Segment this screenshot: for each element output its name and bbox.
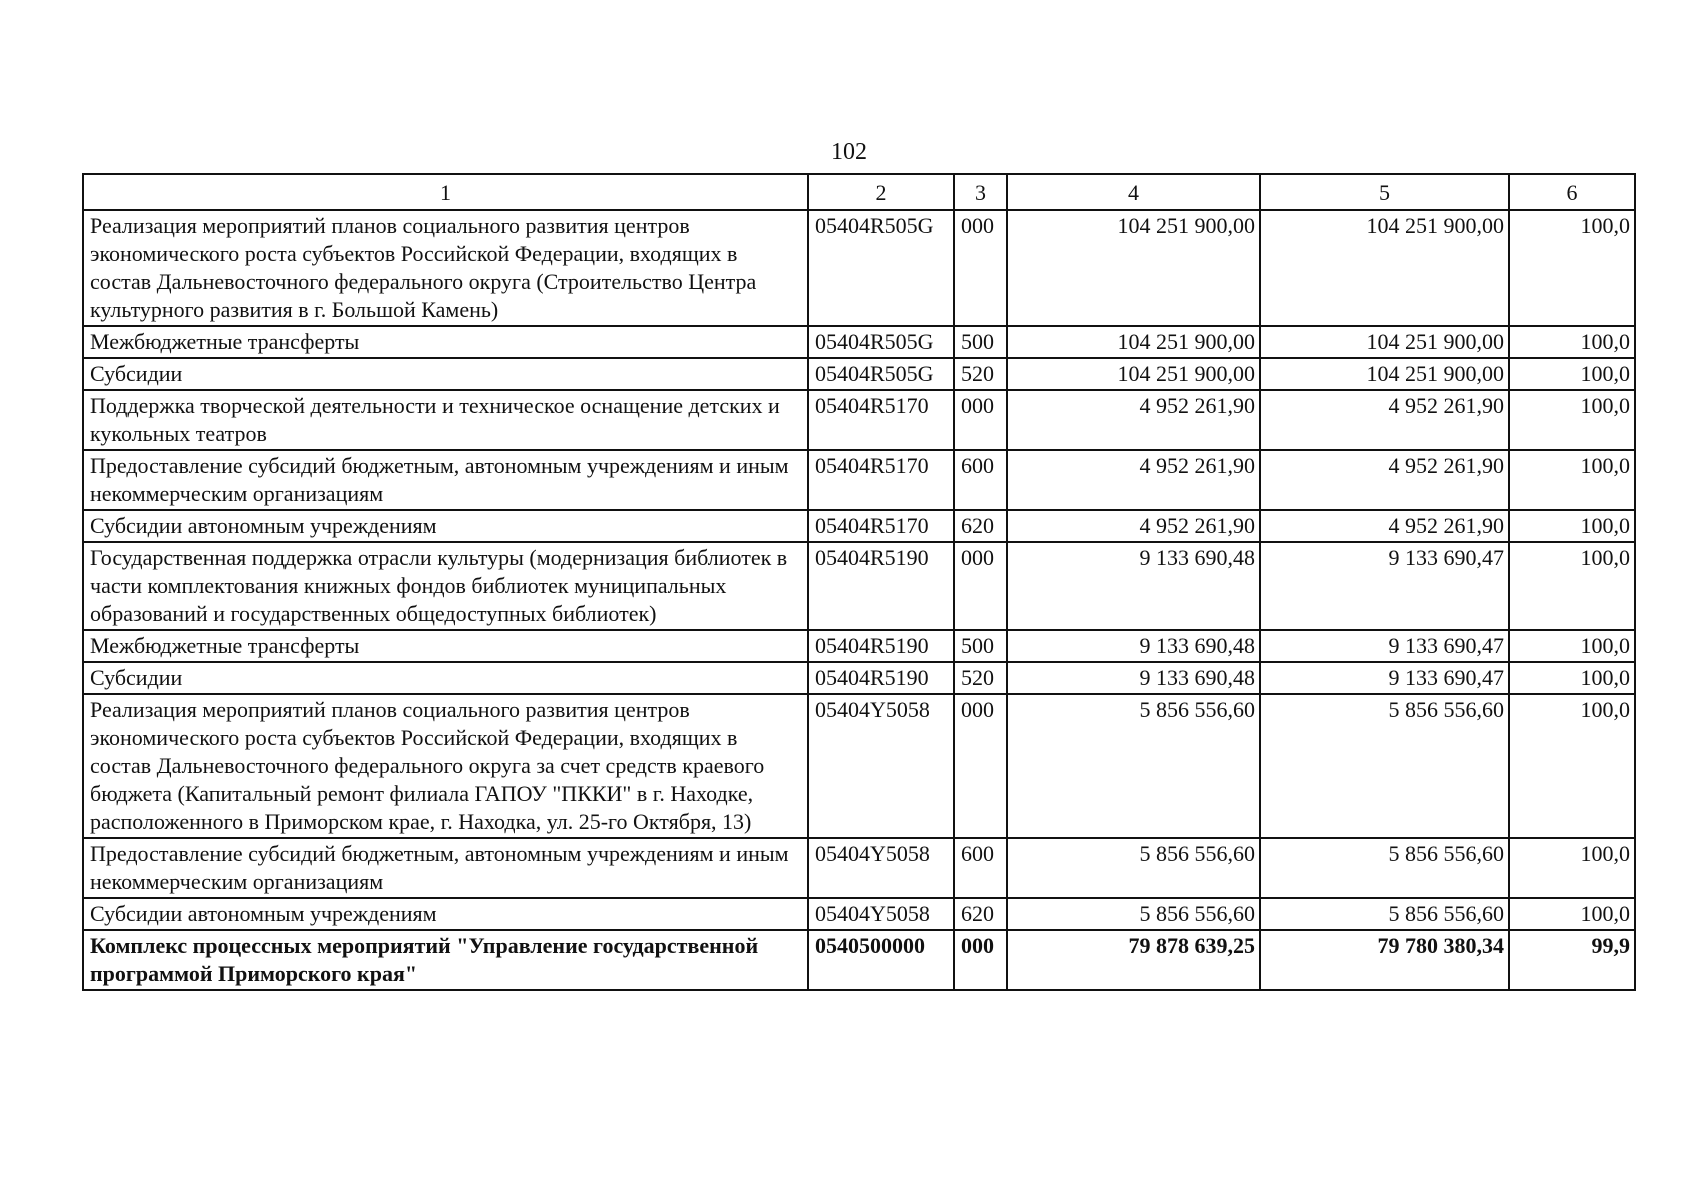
- target-article-code-cell: 0540500000: [808, 930, 954, 990]
- column-header: 1: [83, 174, 808, 210]
- table-row: [83, 930, 1635, 990]
- planned-amount-cell: 9 133 690,48: [1007, 662, 1260, 694]
- target-article-code-cell: 05404R5190: [808, 542, 954, 630]
- row-name-cell: Субсидии автономным учреждениям: [83, 898, 808, 930]
- target-article-code-cell: 05404Y5058: [808, 898, 954, 930]
- executed-amount-cell: 4 952 261,90: [1260, 450, 1509, 510]
- expense-type-code-cell: 000: [954, 210, 1007, 326]
- execution-percent-cell: 100,0: [1509, 450, 1635, 510]
- planned-amount-cell: 4 952 261,90: [1007, 390, 1260, 450]
- execution-percent-cell: 100,0: [1509, 694, 1635, 838]
- target-article-code-cell: 05404Y5058: [808, 838, 954, 898]
- expense-type-code-cell: 620: [954, 898, 1007, 930]
- executed-amount-cell: 79 780 380,34: [1260, 930, 1509, 990]
- expense-type-code-cell: 000: [954, 930, 1007, 990]
- column-header: 3: [954, 174, 1007, 210]
- column-header: 4: [1007, 174, 1260, 210]
- column-header: 6: [1509, 174, 1635, 210]
- expense-type-code-cell: 500: [954, 630, 1007, 662]
- target-article-code-cell: 05404R5170: [808, 390, 954, 450]
- planned-amount-cell: 5 856 556,60: [1007, 838, 1260, 898]
- table-row: [83, 630, 1635, 662]
- execution-percent-cell: 100,0: [1509, 390, 1635, 450]
- page-number: 102: [831, 139, 867, 165]
- planned-amount-cell: 5 856 556,60: [1007, 898, 1260, 930]
- executed-amount-cell: 5 856 556,60: [1260, 694, 1509, 838]
- executed-amount-cell: 5 856 556,60: [1260, 838, 1509, 898]
- table-row: [83, 450, 1635, 510]
- table-row: [83, 358, 1635, 390]
- target-article-code-cell: 05404Y5058: [808, 694, 954, 838]
- planned-amount-cell: 9 133 690,48: [1007, 542, 1260, 630]
- row-name-cell: Предоставление субсидий бюджетным, автономным учреждениям и иным некоммерческим организациям: [83, 450, 808, 510]
- planned-amount-cell: 104 251 900,00: [1007, 358, 1260, 390]
- table-row: [83, 898, 1635, 930]
- row-name-cell: Реализация мероприятий планов социального развития центров экономического роста субъектов Российской Федерации, входящих в состав Дальневосточного федерального округа (Строительство Центра культурного развития в г. Большой Камень): [83, 210, 808, 326]
- row-name-cell: Поддержка творческой деятельности и техническое оснащение детских и кукольных театров: [83, 390, 808, 450]
- table-row: [83, 390, 1635, 450]
- expense-type-code-cell: 520: [954, 662, 1007, 694]
- executed-amount-cell: 9 133 690,47: [1260, 542, 1509, 630]
- planned-amount-cell: 9 133 690,48: [1007, 630, 1260, 662]
- execution-percent-cell: 100,0: [1509, 326, 1635, 358]
- executed-amount-cell: 4 952 261,90: [1260, 510, 1509, 542]
- row-name-cell: Комплекс процессных мероприятий "Управление государственной программой Приморского края": [83, 930, 808, 990]
- execution-percent-cell: 100,0: [1509, 898, 1635, 930]
- planned-amount-cell: 104 251 900,00: [1007, 210, 1260, 326]
- execution-percent-cell: 100,0: [1509, 630, 1635, 662]
- table-body: [83, 210, 1635, 990]
- execution-percent-cell: 100,0: [1509, 210, 1635, 326]
- execution-percent-cell: 100,0: [1509, 662, 1635, 694]
- executed-amount-cell: 9 133 690,47: [1260, 630, 1509, 662]
- target-article-code-cell: 05404R5190: [808, 662, 954, 694]
- row-name-cell: Предоставление субсидий бюджетным, автономным учреждениям и иным некоммерческим организациям: [83, 838, 808, 898]
- expense-type-code-cell: 600: [954, 450, 1007, 510]
- executed-amount-cell: 9 133 690,47: [1260, 662, 1509, 694]
- row-name-cell: Межбюджетные трансферты: [83, 326, 808, 358]
- executed-amount-cell: 4 952 261,90: [1260, 390, 1509, 450]
- planned-amount-cell: 104 251 900,00: [1007, 326, 1260, 358]
- table-row: [83, 694, 1635, 838]
- expense-type-code-cell: 520: [954, 358, 1007, 390]
- target-article-code-cell: 05404R505G: [808, 358, 954, 390]
- target-article-code-cell: 05404R505G: [808, 210, 954, 326]
- execution-percent-cell: 100,0: [1509, 838, 1635, 898]
- table-row: [83, 542, 1635, 630]
- execution-percent-cell: 100,0: [1509, 542, 1635, 630]
- target-article-code-cell: 05404R5170: [808, 450, 954, 510]
- expense-type-code-cell: 500: [954, 326, 1007, 358]
- row-name-cell: Межбюджетные трансферты: [83, 630, 808, 662]
- expense-type-code-cell: 000: [954, 390, 1007, 450]
- execution-percent-cell: 99,9: [1509, 930, 1635, 990]
- target-article-code-cell: 05404R5170: [808, 510, 954, 542]
- table-row: [83, 510, 1635, 542]
- executed-amount-cell: 104 251 900,00: [1260, 358, 1509, 390]
- executed-amount-cell: 104 251 900,00: [1260, 326, 1509, 358]
- execution-percent-cell: 100,0: [1509, 358, 1635, 390]
- table-row: [83, 326, 1635, 358]
- planned-amount-cell: 79 878 639,25: [1007, 930, 1260, 990]
- planned-amount-cell: 5 856 556,60: [1007, 694, 1260, 838]
- planned-amount-cell: 4 952 261,90: [1007, 450, 1260, 510]
- table-row: [83, 662, 1635, 694]
- row-name-cell: Субсидии: [83, 662, 808, 694]
- row-name-cell: Реализация мероприятий планов социального развития центров экономического роста субъектов Российской Федерации, входящих в состав Дальневосточного федерального округа за счет средств краевого бюджета (Капитальный ремонт филиала ГАПОУ "ПККИ" в г. Находке, расположенного в Приморском крае, г. Находка, ул. 25-го Октября, 13): [83, 694, 808, 838]
- execution-percent-cell: 100,0: [1509, 510, 1635, 542]
- expense-type-code-cell: 620: [954, 510, 1007, 542]
- expense-type-code-cell: 000: [954, 542, 1007, 630]
- column-header: 5: [1260, 174, 1509, 210]
- planned-amount-cell: 4 952 261,90: [1007, 510, 1260, 542]
- target-article-code-cell: 05404R5190: [808, 630, 954, 662]
- table-row: [83, 838, 1635, 898]
- table-row: [83, 210, 1635, 326]
- column-header: 2: [808, 174, 954, 210]
- executed-amount-cell: 104 251 900,00: [1260, 210, 1509, 326]
- row-name-cell: Субсидии автономным учреждениям: [83, 510, 808, 542]
- row-name-cell: Государственная поддержка отрасли культуры (модернизация библиотек в части комплектования книжных фондов библиотек муниципальных образований и государственных общедоступных библиотек): [83, 542, 808, 630]
- expense-type-code-cell: 600: [954, 838, 1007, 898]
- row-name-cell: Субсидии: [83, 358, 808, 390]
- budget-table: [82, 173, 1636, 991]
- table-header-row: [83, 174, 1635, 210]
- target-article-code-cell: 05404R505G: [808, 326, 954, 358]
- executed-amount-cell: 5 856 556,60: [1260, 898, 1509, 930]
- expense-type-code-cell: 000: [954, 694, 1007, 838]
